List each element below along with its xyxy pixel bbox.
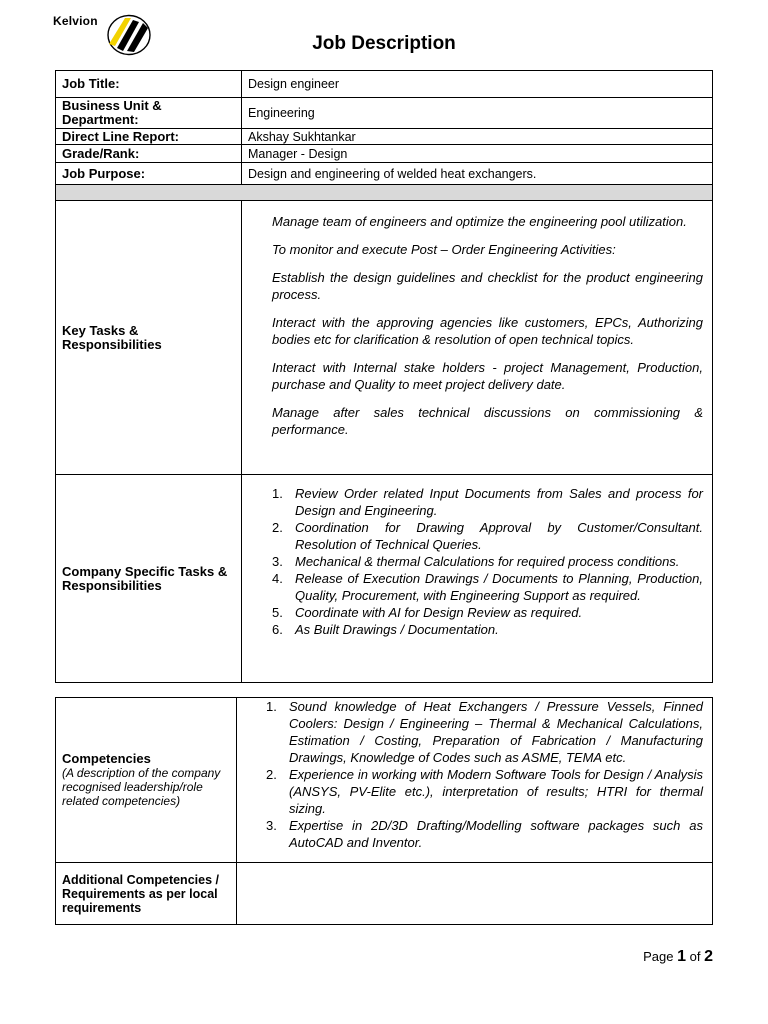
list-item — [272, 553, 703, 570]
company-tasks-list — [272, 485, 703, 638]
list-text: Coordination for Drawing Approval by Customer/Consultant. Resolution of Technical Queries. — [295, 520, 703, 552]
list-item — [272, 570, 703, 604]
list-number: 5. — [272, 605, 283, 620]
list-item — [272, 519, 703, 553]
grey-divider — [56, 185, 713, 201]
table-row — [56, 98, 713, 129]
list-text: Mechanical & thermal Calculations for required process conditions. — [295, 554, 680, 569]
job-purpose-label: Job Purpose: — [56, 163, 242, 185]
table-row — [56, 201, 713, 475]
list-text: As Built Drawings / Documentation. — [295, 622, 499, 637]
list-number: 3. — [272, 554, 283, 569]
company-tasks-content — [242, 475, 713, 683]
line-report-label: Direct Line Report: — [56, 129, 242, 145]
grade-label: Grade/Rank: — [56, 145, 242, 163]
key-tasks-content — [242, 201, 713, 475]
list-number: 2. — [266, 767, 277, 782]
list-item — [272, 604, 703, 621]
list-number: 1. — [266, 699, 277, 714]
list-item — [266, 817, 703, 851]
table-row — [56, 475, 713, 683]
table-row — [56, 163, 713, 185]
list-number: 2. — [272, 520, 283, 535]
list-number: 1. — [272, 486, 283, 501]
additional-competencies-value — [237, 863, 713, 925]
additional-competencies-label: Additional Competencies / Requirements as per local requirements — [56, 863, 237, 925]
key-task-item: Interact with Internal stake holders - project Management, Production, purchase and Quality to meet project delivery date. — [272, 360, 703, 392]
list-item — [266, 698, 703, 766]
key-task-item: Manage after sales technical discussions on commissioning & performance. — [272, 405, 703, 437]
business-unit-value: Engineering — [242, 98, 713, 129]
company-tasks-label: Company Specific Tasks & Responsibilities — [56, 475, 242, 683]
business-unit-label: Business Unit & Department: — [56, 98, 242, 129]
logo-text: Kelvion — [53, 14, 98, 28]
job-info-table — [55, 70, 713, 683]
competencies-content — [237, 698, 713, 863]
list-item — [266, 766, 703, 817]
grade-value: Manager - Design — [242, 145, 713, 163]
list-number: 6. — [272, 622, 283, 637]
of-word: of — [689, 949, 701, 964]
competencies-sublabel: (A description of the company recognised leadership/role related competencies) — [62, 766, 221, 808]
list-number: 3. — [266, 818, 277, 833]
list-text: Expertise in 2D/3D Drafting/Modelling software packages such as AutoCAD and Inventor. — [289, 818, 703, 850]
competencies-table — [55, 697, 713, 925]
page-word: Page — [643, 949, 674, 964]
table-row — [56, 145, 713, 163]
table-row — [56, 698, 713, 863]
list-text: Release of Execution Drawings / Documents to Planning, Production, Quality, Procurement, with Engineering Support as required. — [295, 571, 703, 603]
table-row — [56, 863, 713, 925]
job-title-value: Design engineer — [242, 71, 713, 98]
list-item — [272, 485, 703, 519]
key-task-item: To monitor and execute Post – Order Engineering Activities: — [272, 242, 616, 257]
list-text: Experience in working with Modern Software Tools for Design / Analysis (ANSYS, PV-Elite etc.), interpretation of results; HTRI for thermal sizing. — [289, 767, 703, 816]
key-task-item: Manage team of engineers and optimize the engineering pool utilization. — [272, 214, 687, 229]
page-number — [643, 948, 713, 966]
list-text: Review Order related Input Documents from Sales and process for Design and Engineering. — [295, 486, 703, 518]
competencies-label: Competencies — [62, 751, 151, 766]
line-report-value: Akshay Sukhtankar — [242, 129, 713, 145]
competencies-list — [266, 698, 703, 851]
key-task-item: Interact with the approving agencies like customers, EPCs, Authorizing bodies etc for clarification & resolution of open technical topics. — [272, 315, 703, 347]
table-row — [56, 71, 713, 98]
competencies-label-cell — [56, 698, 237, 863]
job-title-label: Job Title: — [56, 71, 242, 98]
list-text: Coordinate with AI for Design Review as required. — [295, 605, 583, 620]
table-row — [56, 129, 713, 145]
page-title: Job Description — [312, 33, 456, 54]
current-page: 1 — [677, 948, 686, 965]
job-purpose-value: Design and engineering of welded heat exchangers. — [242, 163, 713, 185]
key-task-item: Establish the design guidelines and checklist for the product engineering process. — [272, 270, 703, 302]
list-number: 4. — [272, 571, 283, 586]
key-tasks-label: Key Tasks & Responsibilities — [56, 201, 242, 475]
list-item — [272, 621, 703, 638]
list-text: Sound knowledge of Heat Exchangers / Pressure Vessels, Finned Coolers: Design / Engineering – Thermal & Mechanical Calculations, Estimation / Costing, Preparation of Fabrication / Manufacturing Drawings, Knowledge of Codes such as ASME, TEMA etc. — [289, 699, 703, 765]
table-row — [56, 185, 713, 201]
total-pages: 2 — [704, 948, 713, 965]
